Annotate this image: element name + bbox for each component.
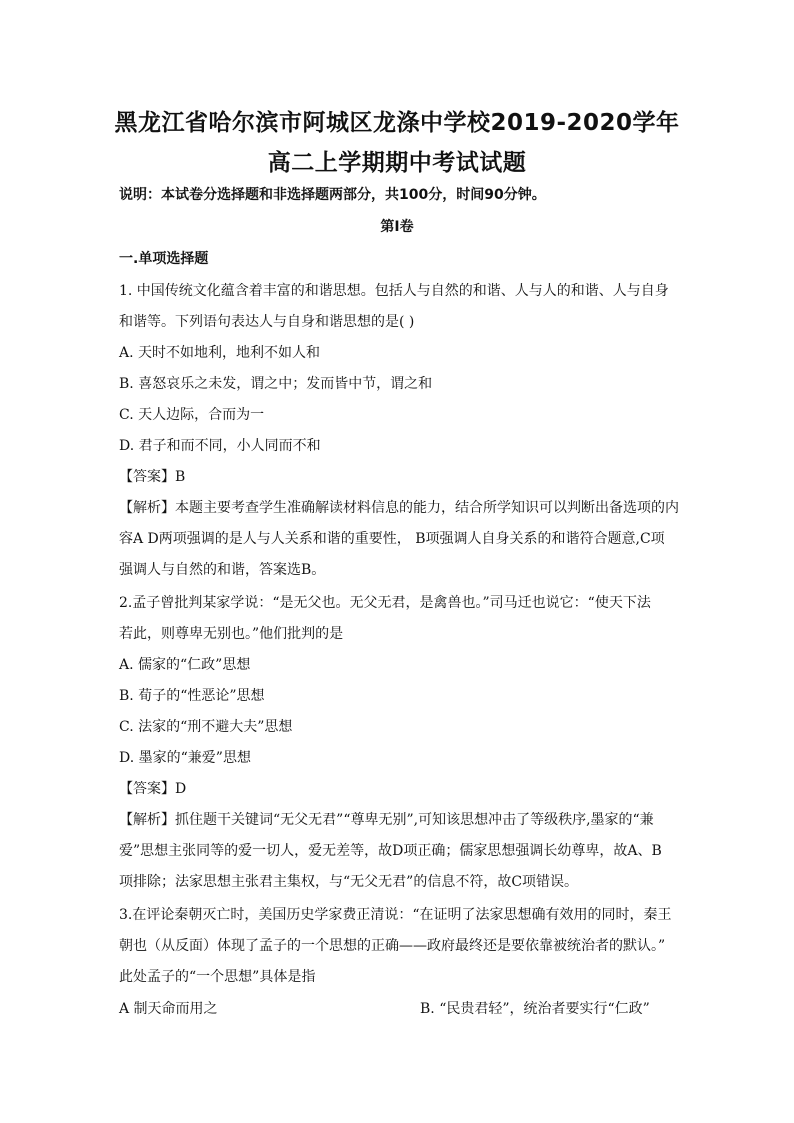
volume-heading: 第Ⅰ卷	[380, 219, 414, 235]
q1-option-b: B. 喜怒哀乐之未发，谓之中；发而皆中节，谓之和	[119, 376, 433, 392]
document-title-line-2: 高二上学期期中考试试题	[267, 150, 527, 176]
q1-answer: 【答案】B	[119, 469, 186, 485]
q2-option-b: B. 荀子的“性恶论”思想	[119, 688, 265, 704]
q1-option-a: A. 天时不如地利，地利不如人和	[119, 345, 321, 361]
q2-analysis-line-3: 项排除；法家思想主张君主集权，与“无父无君”的信息不符，故C项错误。	[119, 874, 579, 890]
q2-option-c: C. 法家的“刑不避大夫”思想	[119, 719, 293, 735]
q2-option-d: D. 墨家的“兼爱”思想	[119, 750, 251, 766]
q3-stem-line-3: 此处孟子的“一个思想”具体是指	[119, 969, 316, 985]
exam-instructions: 说明：本试卷分选择题和非选择题两部分，共100分，时间90分钟。	[119, 187, 546, 203]
q2-analysis-line-2: 爱”思想主张同等的爱一切人，爱无差等，故D项正确；儒家思想强调长幼尊卑，故A、B	[119, 843, 662, 859]
q3-option-a: A 制天命而用之	[119, 1001, 218, 1017]
q2-answer: 【答案】D	[119, 781, 187, 797]
q3-stem-line-1: 3.在评论秦朝灭亡时，美国历史学家费正清说：“在证明了法家思想确有效用的同时，秦王	[119, 907, 672, 923]
q2-stem-line-1: 2.孟子曾批判某家学说：“是无父也。无父无君，是禽兽也。”司马迁也说它：“使天下法	[119, 595, 651, 611]
q1-option-c: C. 天人边际，合而为一	[119, 407, 265, 423]
q3-option-b: B. “民贵君轻”，统治者要实行“仁政”	[420, 1001, 650, 1017]
q1-analysis-line-2: 容A D两项强调的是人与人关系和谐的重要性， B项强调人自身关系的和谐符合题意,C项	[119, 531, 665, 547]
q1-stem-line-1: 1. 中国传统文化蕴含着丰富的和谐思想。包括人与自然的和谐、人与人的和谐、人与自身	[119, 283, 669, 299]
document-title-line-1: 黑龙江省哈尔滨市阿城区龙涤中学校2019-2020学年	[114, 110, 680, 136]
q1-option-d: D. 君子和而不同，小人同而不和	[119, 438, 321, 454]
q2-analysis-line-1: 【解析】抓住题干关键词“无父无君”“尊卑无别”,可知该思想冲击了等级秩序,墨家的“兼	[119, 812, 654, 828]
section-heading: 一.单项选择题	[119, 251, 209, 267]
q3-stem-line-2: 朝也（从反面）体现了孟子的一个思想的正确——政府最终还是要依靠被统治者的默认。”	[119, 938, 666, 954]
q1-stem-line-2: 和谐等。下列语句表达人与自身和谐思想的是( )	[119, 314, 415, 330]
q1-analysis-line-3: 强调人与自然的和谐，答案选B。	[119, 562, 326, 578]
q2-option-a: A. 儒家的“仁政”思想	[119, 657, 251, 673]
q2-stem-line-2: 若此，则尊卑无别也。”他们批判的是	[119, 626, 344, 642]
q1-analysis-line-1: 【解析】本题主要考查学生准确解读材料信息的能力，结合所学知识可以判断出备选项的内	[119, 500, 679, 516]
